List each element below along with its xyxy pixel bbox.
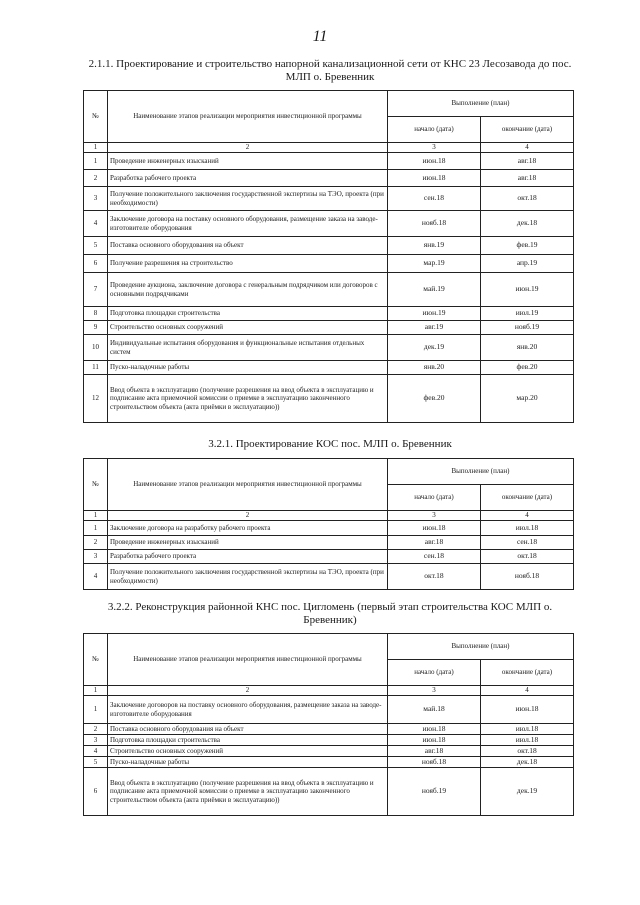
table-row <box>84 724 574 735</box>
index-cell: 3 <box>388 511 481 521</box>
index-cell: 3 <box>388 686 481 696</box>
table-row <box>84 273 574 307</box>
row-stage: Строительство основных сооружений <box>108 746 388 757</box>
row-end: дек.18 <box>481 757 574 768</box>
index-cell: 1 <box>84 686 108 696</box>
row-number: 4 <box>84 211 108 237</box>
row-start: нояб.18 <box>388 211 481 237</box>
row-end: авг.18 <box>481 170 574 187</box>
row-stage: Ввод объекта в эксплуатацию (получение разрешения на ввод объекта в эксплуатацию и подписание акта приемочной комиссии о приемке в эксплуатацию законченного строительством объекта (акта приёмки в эксплуатацию)) <box>108 768 388 816</box>
row-number: 1 <box>84 696 108 724</box>
row-start: июн.18 <box>388 153 481 170</box>
table-row <box>84 536 574 550</box>
header-num: № <box>84 634 108 686</box>
section-title-2-1-1: 2.1.1. Проектирование и строительство напорной канализационной сети от КНС 23 Лесозавода до пос. МЛП о. Бревенник <box>88 58 572 83</box>
row-number: 3 <box>84 735 108 746</box>
section-title-3-2-1: 3.2.1. Проектирование КОС пос. МЛП о. Бревенник <box>208 438 452 450</box>
row-end: фев.19 <box>481 237 574 255</box>
row-number: 11 <box>84 361 108 375</box>
schedule-table-2-1-1 <box>83 90 574 423</box>
header-start: начало (дата) <box>388 660 481 686</box>
row-start: янв.20 <box>388 361 481 375</box>
row-end: мар.20 <box>481 375 574 423</box>
row-stage: Заключение договора на поставку основного оборудования, размещение заказа на заводе-изготовителе оборудования <box>108 211 388 237</box>
row-end: окт.18 <box>481 187 574 211</box>
row-number: 2 <box>84 170 108 187</box>
row-stage: Проведение аукциона, заключение договора с генеральным подрядчиком или договоров с основными подрядчиками <box>108 273 388 307</box>
table-row <box>84 521 574 536</box>
schedule-table-3-2-1 <box>83 458 574 590</box>
row-number: 3 <box>84 550 108 564</box>
table-row <box>84 153 574 170</box>
index-cell: 4 <box>481 143 574 153</box>
row-stage: Строительство основных сооружений <box>108 321 388 335</box>
row-number: 12 <box>84 375 108 423</box>
row-stage: Поставка основного оборудования на объект <box>108 237 388 255</box>
header-end: окончание (дата) <box>481 117 574 143</box>
row-stage: Получение разрешения на строительство <box>108 255 388 273</box>
row-end: июн.19 <box>481 273 574 307</box>
table-row <box>84 361 574 375</box>
table-row <box>84 735 574 746</box>
row-stage: Подготовка площадки строительства <box>108 307 388 321</box>
row-number: 10 <box>84 335 108 361</box>
table-row <box>84 335 574 361</box>
table-row <box>84 187 574 211</box>
row-stage: Подготовка площадки строительства <box>108 735 388 746</box>
row-end: фев.20 <box>481 361 574 375</box>
row-number: 5 <box>84 757 108 768</box>
table-row <box>84 375 574 423</box>
table-row <box>84 170 574 187</box>
row-stage: Поставка основного оборудования на объект <box>108 724 388 735</box>
table-row <box>84 255 574 273</box>
index-cell: 1 <box>84 143 108 153</box>
row-stage: Пуско-наладочные работы <box>108 361 388 375</box>
row-end: июн.18 <box>481 696 574 724</box>
row-number: 9 <box>84 321 108 335</box>
row-number: 5 <box>84 237 108 255</box>
header-num: № <box>84 459 108 511</box>
row-end: янв.20 <box>481 335 574 361</box>
row-stage: Заключение договоров на поставку основного оборудования, размещение заказа на заводе-изготовителе оборудования <box>108 696 388 724</box>
index-cell: 2 <box>108 511 388 521</box>
row-start: сен.18 <box>388 550 481 564</box>
header-num: № <box>84 91 108 143</box>
row-start: авг.18 <box>388 536 481 550</box>
schedule-table-3-2-2 <box>83 633 574 816</box>
row-stage: Разработка рабочего проекта <box>108 550 388 564</box>
header-execution: Выполнение (план) <box>388 459 574 485</box>
row-number: 1 <box>84 153 108 170</box>
row-start: авг.18 <box>388 746 481 757</box>
page-number: 11 <box>312 28 328 45</box>
header-stage-name: Наименование этапов реализации мероприятия инвестиционной программы <box>108 91 388 143</box>
table-row <box>84 746 574 757</box>
row-end: июл.18 <box>481 724 574 735</box>
row-start: май.18 <box>388 696 481 724</box>
row-end: дек.19 <box>481 768 574 816</box>
section-title-3-2-2: 3.2.2. Реконструкция районной КНС пос. Цигломень (первый этап строительства КОС МЛП о. Бревенник) <box>107 601 553 626</box>
row-end: дек.18 <box>481 211 574 237</box>
row-start: июн.18 <box>388 724 481 735</box>
row-start: июн.19 <box>388 307 481 321</box>
row-number: 2 <box>84 536 108 550</box>
row-start: дек.19 <box>388 335 481 361</box>
row-number: 4 <box>84 564 108 590</box>
row-stage: Получение положительного заключения государственной экспертизы на ТЭО, проекта (при необходимости) <box>108 564 388 590</box>
row-stage: Проведение инженерных изысканий <box>108 536 388 550</box>
row-stage: Пуско-наладочные работы <box>108 757 388 768</box>
header-execution: Выполнение (план) <box>388 91 574 117</box>
row-number: 7 <box>84 273 108 307</box>
row-stage: Заключение договора на разработку рабочего проекта <box>108 521 388 536</box>
row-start: фев.20 <box>388 375 481 423</box>
row-end: нояб.19 <box>481 321 574 335</box>
row-number: 6 <box>84 768 108 816</box>
table-row <box>84 696 574 724</box>
header-start: начало (дата) <box>388 485 481 511</box>
table-row <box>84 550 574 564</box>
row-start: май.19 <box>388 273 481 307</box>
row-end: июл.18 <box>481 735 574 746</box>
row-number: 1 <box>84 521 108 536</box>
row-end: апр.19 <box>481 255 574 273</box>
row-start: авг.19 <box>388 321 481 335</box>
index-cell: 4 <box>481 686 574 696</box>
row-start: июн.18 <box>388 735 481 746</box>
row-end: авг.18 <box>481 153 574 170</box>
row-start: сен.18 <box>388 187 481 211</box>
index-cell: 2 <box>108 143 388 153</box>
table-row <box>84 237 574 255</box>
table-row <box>84 321 574 335</box>
header-execution: Выполнение (план) <box>388 634 574 660</box>
row-start: мар.19 <box>388 255 481 273</box>
row-start: янв.19 <box>388 237 481 255</box>
table-row <box>84 768 574 816</box>
table-row <box>84 307 574 321</box>
row-start: июн.18 <box>388 521 481 536</box>
row-end: сен.18 <box>481 536 574 550</box>
index-cell: 2 <box>108 686 388 696</box>
row-stage: Разработка рабочего проекта <box>108 170 388 187</box>
row-end: июл.19 <box>481 307 574 321</box>
header-start: начало (дата) <box>388 117 481 143</box>
header-stage-name: Наименование этапов реализации мероприятия инвестиционной программы <box>108 459 388 511</box>
row-end: июл.18 <box>481 521 574 536</box>
row-start: нояб.18 <box>388 757 481 768</box>
row-end: окт.18 <box>481 550 574 564</box>
index-cell: 3 <box>388 143 481 153</box>
row-stage: Проведение инженерных изысканий <box>108 153 388 170</box>
row-start: июн.18 <box>388 170 481 187</box>
header-end: окончание (дата) <box>481 485 574 511</box>
row-stage: Ввод объекта в эксплуатацию (получение разрешения на ввод объекта в эксплуатацию и подписание акта приемочной комиссии о приемке в эксплуатацию законченного строительством объекта (акта приёмки в эксплуатацию)) <box>108 375 388 423</box>
row-number: 3 <box>84 187 108 211</box>
table-row <box>84 211 574 237</box>
header-end: окончание (дата) <box>481 660 574 686</box>
row-end: окт.18 <box>481 746 574 757</box>
header-stage-name: Наименование этапов реализации мероприятия инвестиционной программы <box>108 634 388 686</box>
index-cell: 1 <box>84 511 108 521</box>
table-row <box>84 757 574 768</box>
row-stage: Индивидуальные испытания оборудования и функциональные испытания отдельных систем <box>108 335 388 361</box>
row-number: 2 <box>84 724 108 735</box>
table-row <box>84 564 574 590</box>
row-number: 4 <box>84 746 108 757</box>
row-end: нояб.18 <box>481 564 574 590</box>
row-start: нояб.19 <box>388 768 481 816</box>
row-number: 8 <box>84 307 108 321</box>
row-start: окт.18 <box>388 564 481 590</box>
row-number: 6 <box>84 255 108 273</box>
index-cell: 4 <box>481 511 574 521</box>
row-stage: Получение положительного заключения государственной экспертизы на ТЭО, проекта (при необходимости) <box>108 187 388 211</box>
